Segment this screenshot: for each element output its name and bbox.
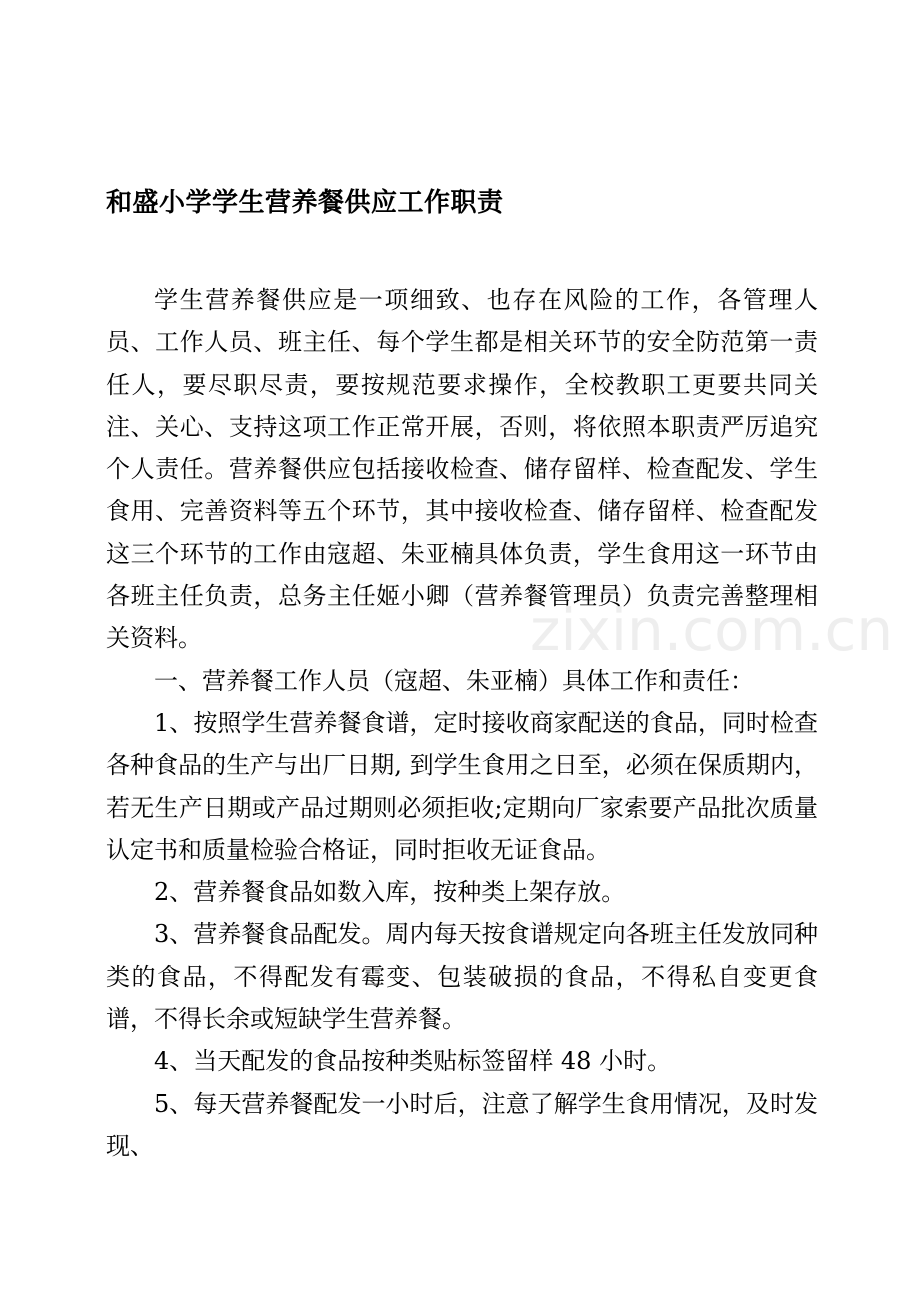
paragraph-item-5: 5、每天营养餐配发一小时后，注意了解学生食用情况，及时发现、 [106, 1089, 818, 1160]
document-title: 和盛小学学生营养餐供应工作职责 [106, 188, 504, 218]
paragraph-item-4: 4、当天配发的食品按种类贴标签留样 48 小时。 [154, 1047, 672, 1076]
paragraph-item-1: 1、按照学生营养餐食谱，定时接收商家配送的食品，同时检查各种食品的生产与出厂日期, 到学生食用之日至，必须在保质期内，若无生产日期或产品过期则必须拒收;定期向厂家索要产品批次质量认定书和质量检验合格证，同时拒收无证食品。 [106, 708, 818, 864]
paragraph-section-heading: 一、营养餐工作人员（寇超、朱亚楠）具体工作和责任： [154, 666, 754, 695]
watermark: zixin.com.cn [530, 596, 894, 664]
paragraph-intro: 学生营养餐供应是一项细致、也存在风险的工作，各管理人员、工作人员、班主任、每个学生都是相关环节的安全防范第一责任人，要尽职尽责，要按规范要求操作，全校教职工更要共同关注、关心、支持这项工作正常开展，否则，将依照本职责严厉追究个人责任。营养餐供应包括接收检查、储存留样、检查配发、学生食用、完善资料等五个环节，其中接收检查、储存留样、检查配发这三个环节的工作由寇超、朱亚楠具体负责，学生食用这一环节由各班主任负责，总务主任姬小卿（营养餐管理员）负责完善整理相关资料。 [106, 286, 818, 653]
paragraph-item-3: 3、营养餐食品配发。周内每天按食谱规定向各班主任发放同种类的食品，不得配发有霉变、包装破损的食品，不得私自变更食谱，不得长余或短缺学生营养餐。 [106, 920, 818, 1034]
paragraph-item-2: 2、营养餐食品如数入库，按种类上架存放。 [154, 878, 626, 907]
document-body [106, 279, 818, 1167]
